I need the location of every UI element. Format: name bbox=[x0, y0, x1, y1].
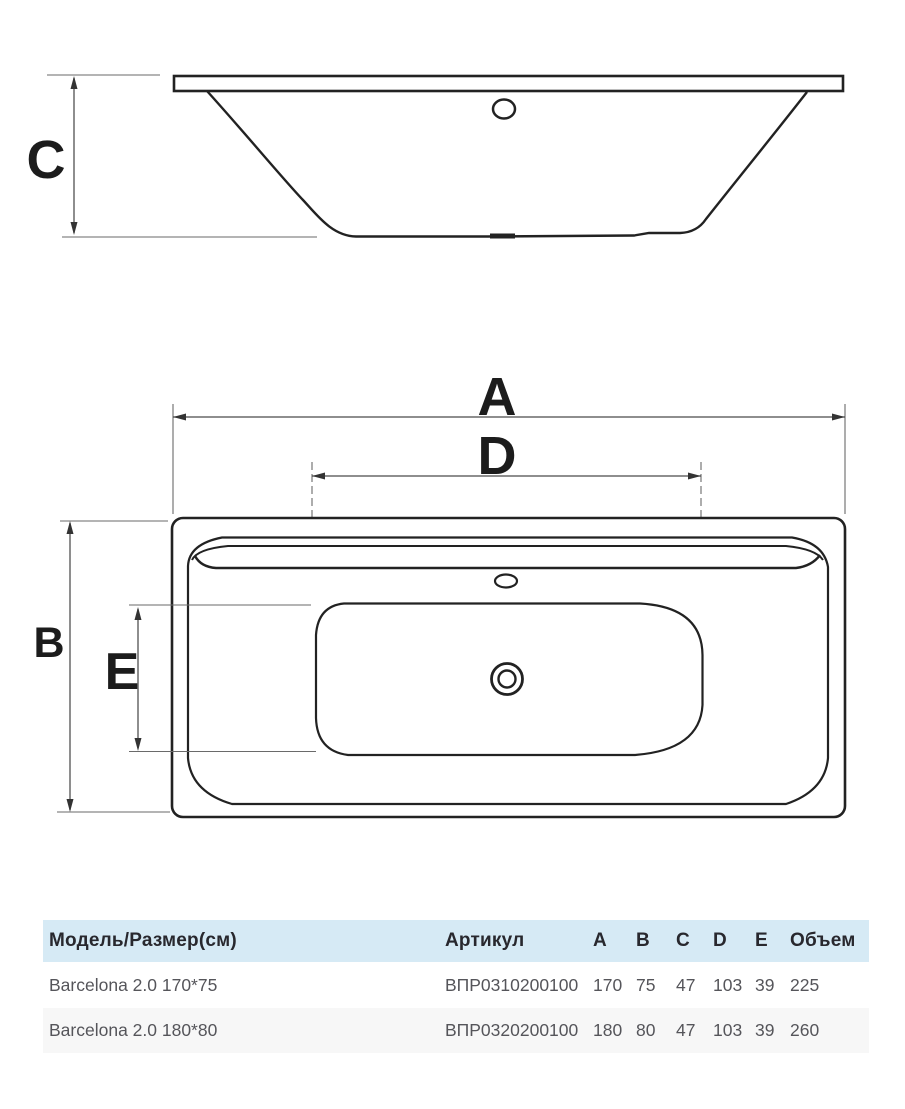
dim-label-d: D bbox=[477, 426, 517, 486]
dim-label-a: A bbox=[477, 367, 517, 427]
dim-label-e: E bbox=[104, 643, 140, 701]
dim-label-b: B bbox=[33, 619, 65, 667]
side-view bbox=[27, 75, 844, 239]
cell-a: 170 bbox=[593, 974, 623, 995]
dim-b-arrow-bottom bbox=[67, 799, 74, 812]
side-view-rim bbox=[174, 76, 843, 91]
header-article: Артикул bbox=[445, 930, 525, 951]
dim-b-arrow-top bbox=[67, 521, 74, 534]
header-c: C bbox=[676, 930, 690, 951]
cell-d: 103 bbox=[713, 1020, 743, 1040]
dim-label-c: C bbox=[26, 130, 66, 190]
dim-a-arrow-right bbox=[832, 414, 845, 421]
cell-b: 75 bbox=[636, 974, 656, 995]
top-view bbox=[33, 367, 845, 817]
dim-d-arrow-right bbox=[688, 473, 701, 480]
header-a: A bbox=[593, 930, 607, 951]
header-e: E bbox=[755, 930, 768, 951]
header-b: B bbox=[636, 930, 650, 951]
cell-article: ВПР0320200100 bbox=[445, 1020, 579, 1040]
cell-c: 47 bbox=[676, 974, 696, 995]
side-view-overflow-hole bbox=[493, 100, 515, 119]
cell-volume: 225 bbox=[790, 974, 820, 995]
cell-e: 39 bbox=[755, 974, 775, 995]
spec-table-header-row bbox=[43, 920, 869, 962]
table-row bbox=[43, 1008, 869, 1053]
spec-table bbox=[43, 920, 869, 1053]
header-d: D bbox=[713, 930, 727, 951]
top-view-drain-inner bbox=[499, 671, 516, 688]
cell-a: 180 bbox=[593, 1020, 623, 1040]
table-row bbox=[43, 962, 869, 1008]
dim-c-arrow-top bbox=[71, 76, 78, 89]
cell-b: 80 bbox=[636, 1020, 656, 1040]
dim-c-arrow-bottom bbox=[71, 222, 78, 235]
dim-e-arrow-top bbox=[135, 607, 142, 620]
header-model: Модель/Размер(см) bbox=[49, 930, 237, 951]
cell-article: ВПР0310200100 bbox=[445, 974, 579, 995]
cell-model: Barcelona 2.0 180*80 bbox=[49, 1020, 218, 1040]
side-view-drain-mark bbox=[490, 234, 515, 239]
dimension-C bbox=[47, 75, 317, 237]
cell-model: Barcelona 2.0 170*75 bbox=[49, 974, 218, 995]
dim-a-arrow-left bbox=[173, 414, 186, 421]
header-volume: Объем bbox=[790, 930, 856, 951]
dim-d-arrow-left bbox=[312, 473, 325, 480]
cell-volume: 260 bbox=[790, 1020, 820, 1040]
cell-d: 103 bbox=[713, 974, 743, 995]
cell-e: 39 bbox=[755, 1020, 775, 1040]
cell-c: 47 bbox=[676, 1020, 696, 1040]
dim-e-arrow-bottom bbox=[135, 738, 142, 751]
top-view-overflow-hole bbox=[495, 575, 517, 588]
